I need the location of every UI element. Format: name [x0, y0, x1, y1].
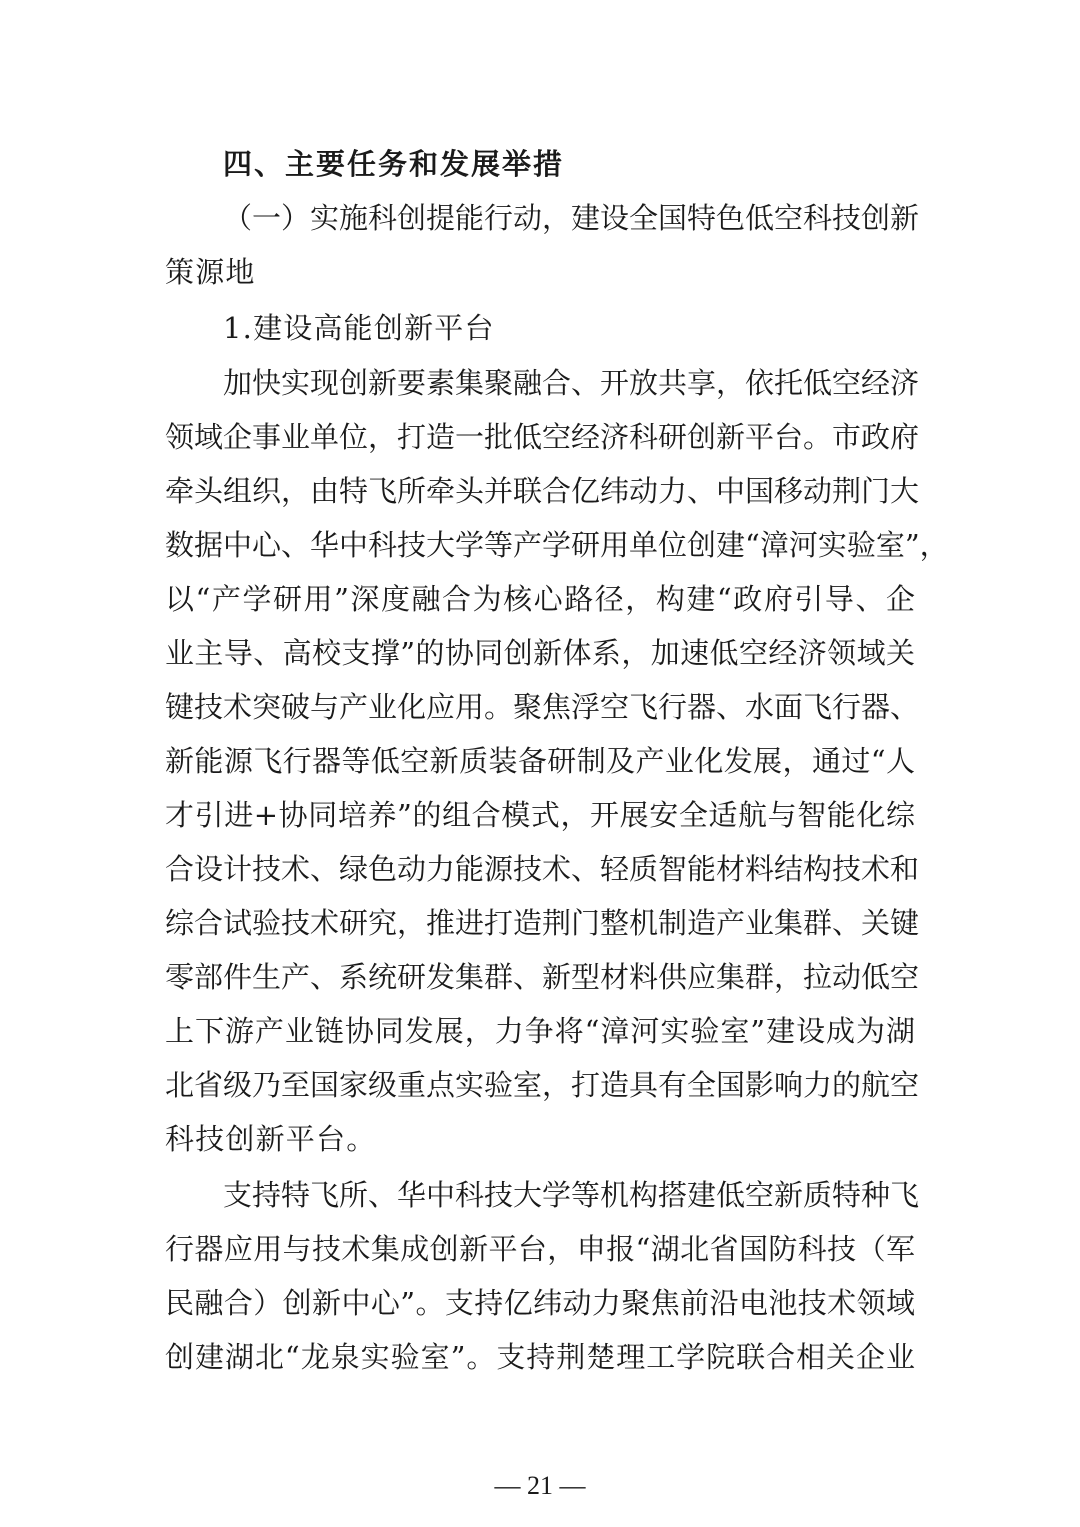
- paragraph1-line-last: 科技创新平台。: [165, 1122, 377, 1156]
- paragraph2-line: 创建湖北“龙泉实验室”。支持荆楚理工学院联合相关企业: [165, 1340, 915, 1374]
- paragraph1-line: 新能源飞行器等低空新质装备研制及产业化发展，通过“人: [165, 744, 915, 778]
- paragraph2-line: 民融合）创新中心”。支持亿纬动力聚焦前沿电池技术领域: [165, 1286, 915, 1320]
- paragraph1-line: 业主导、高校支撑”的协同创新体系，加速低空经济领域关: [165, 636, 915, 670]
- paragraph1-line: 以“产学研用”深度融合为核心路径，构建“政府引导、企: [165, 582, 915, 616]
- paragraph1-line: 合设计技术、绿色动力能源技术、轻质智能材料结构技术和: [165, 852, 920, 886]
- paragraph1-line: 上下游产业链协同发展，力争将“漳河实验室”建设成为湖: [165, 1014, 915, 1048]
- section-heading: 四、主要任务和发展举措: [223, 147, 565, 181]
- paragraph1-line: 零部件生产、系统研发集群、新型材料供应集群，拉动低空: [165, 960, 920, 994]
- page-number: — 21 —: [494, 1471, 586, 1500]
- subsection-heading-line-2: 策源地: [165, 255, 256, 289]
- paragraph1-line: 加快实现创新要素集聚融合、开放共享，依托低空经济: [223, 366, 920, 400]
- paragraph2-line: 支持特飞所、华中科技大学等机构搭建低空新质特种飞: [223, 1178, 920, 1212]
- paragraph2-line: 行器应用与技术集成创新平台，申报“湖北省国防科技（军: [165, 1232, 915, 1266]
- paragraph1-line: 综合试验技术研究，推进打造荆门整机制造产业集群、关键: [165, 906, 920, 940]
- item-heading: 1.建设高能创新平台: [223, 311, 495, 345]
- paragraph1-line: 北省级乃至国家级重点实验室，打造具有全国影响力的航空: [165, 1068, 920, 1102]
- paragraph1-line: 键技术突破与产业化应用。聚焦浮空飞行器、水面飞行器、: [165, 690, 920, 724]
- paragraph1-line: 数据中心、华中科技大学等产学研用单位创建“漳河实验室”，: [165, 528, 949, 562]
- paragraph1-line: 才引进+协同培养”的组合模式，开展安全适航与智能化综: [165, 798, 915, 832]
- paragraph1-line: 牵头组织，由特飞所牵头并联合亿纬动力、中国移动荆门大: [165, 474, 920, 508]
- subsection-heading-line-1: （一）实施科创提能行动，建设全国特色低空科技创新: [223, 201, 920, 235]
- paragraph1-line: 领域企事业单位，打造一批低空经济科研创新平台。市政府: [165, 420, 920, 454]
